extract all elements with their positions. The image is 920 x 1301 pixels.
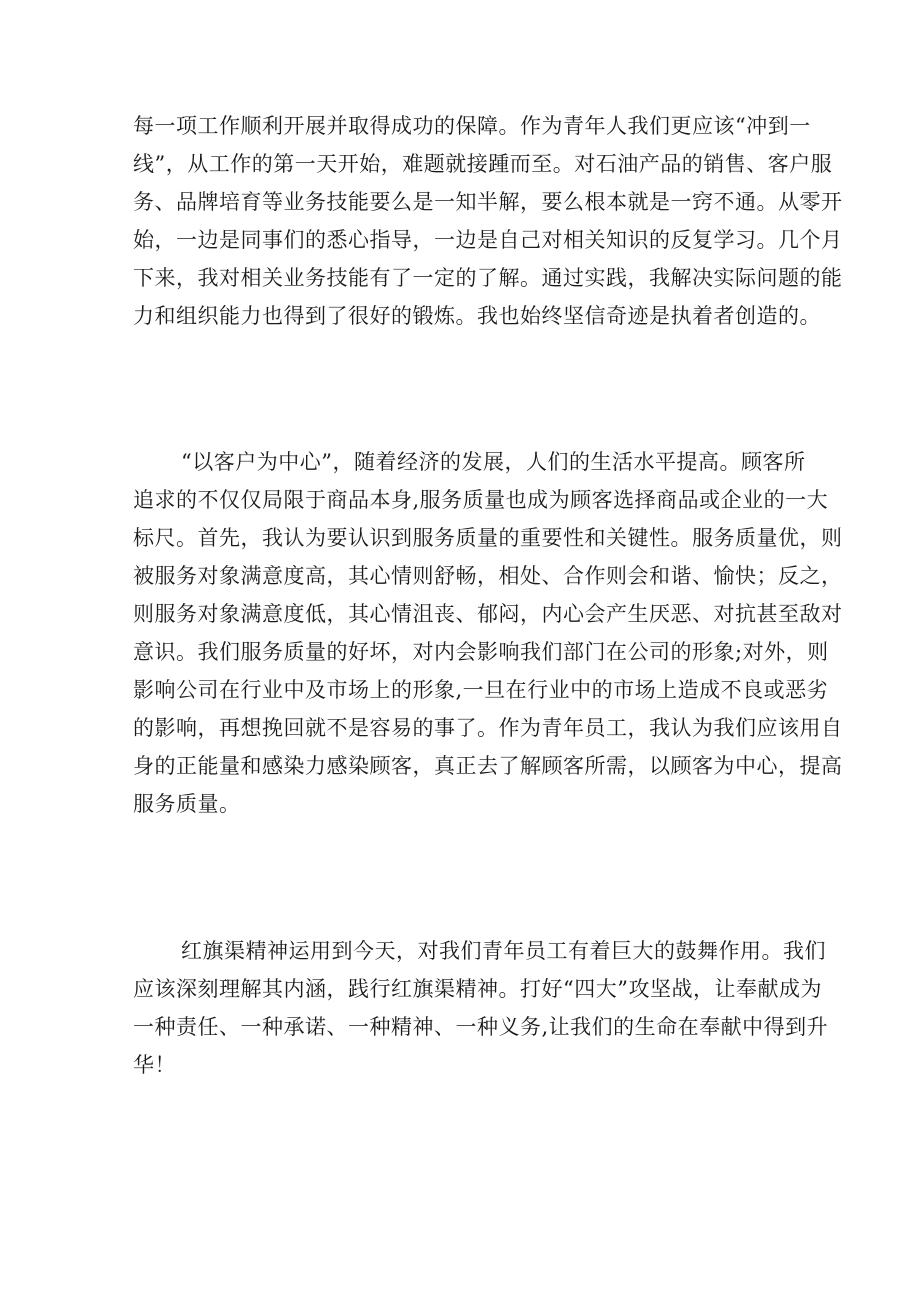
paragraph-2-line: 的影响，再想挽回就不是容易的事了。作为青年员工，我认为我们应该用自 [133,716,843,740]
paragraph-1-line: 始，一边是同事们的悉心指导，一边是自己对相关知识的反复学习。几个月 [133,228,843,252]
paragraph-1 [133,107,843,335]
paragraph-3-line: 华！ [133,1053,176,1077]
paragraph-2 [133,443,843,823]
paragraph-2-line: 标尺。首先，我认为要认识到服务质量的重要性和关键性。服务质量优，则 [133,526,843,550]
paragraph-3-line: 一种责任、一种承诺、一种精神、一种义务,让我们的生命在奉献中得到升 [133,1015,829,1039]
paragraph-2-line: 服务质量。 [133,792,241,816]
paragraph-2-line: 追求的不仅仅局限于商品本身,服务质量也成为顾客选择商品或企业的一大 [133,488,829,512]
paragraph-2-line: 影响公司在行业中及市场上的形象,一旦在行业中的市场上造成不良或恶劣 [133,678,829,702]
paragraph-1-line: 务、品牌培育等业务技能要么是一知半解，要么根本就是一窍不通。从零开 [133,190,843,214]
paragraph-3 [133,932,829,1084]
paragraph-3-line: 应该深刻理解其内涵，践行红旗渠精神。打好“四大”攻坚战，让奉献成为 [133,977,822,1001]
paragraph-1-line: 力和组织能力也得到了很好的锻炼。我也始终坚信奇迹是执着者创造的。 [133,304,821,328]
paragraph-2-line: 意识。我们服务质量的好坏，对内会影响我们部门在公司的形象;对外，则 [133,640,829,664]
paragraph-2-line: 被服务对象满意度高，其心情则舒畅，相处、合作则会和谐、愉快；反之， [133,564,843,588]
paragraph-2-line: “以客户为中心”，随着经济的发展，人们的生活水平提高。顾客所 [181,450,806,474]
paragraph-2-line: 则服务对象满意度低，其心情沮丧、郁闷，内心会产生厌恶、对抗甚至敌对 [133,602,843,626]
paragraph-1-line: 每一项工作顺利开展并取得成功的保障。作为青年人我们更应该“冲到一 [133,114,811,138]
paragraph-3-line: 红旗渠精神运用到今天，对我们青年员工有着巨大的鼓舞作用。我们 [181,939,826,963]
paragraph-2-line: 身的正能量和感染力感染顾客，真正去了解顾客所需，以顾客为中心，提高 [133,754,843,778]
paragraph-1-line: 下来，我对相关业务技能有了一定的了解。通过实践，我解决实际问题的能 [133,266,843,290]
paragraph-1-line: 线”，从工作的第一天开始，难题就接踵而至。对石油产品的销售、客户服 [133,152,833,176]
